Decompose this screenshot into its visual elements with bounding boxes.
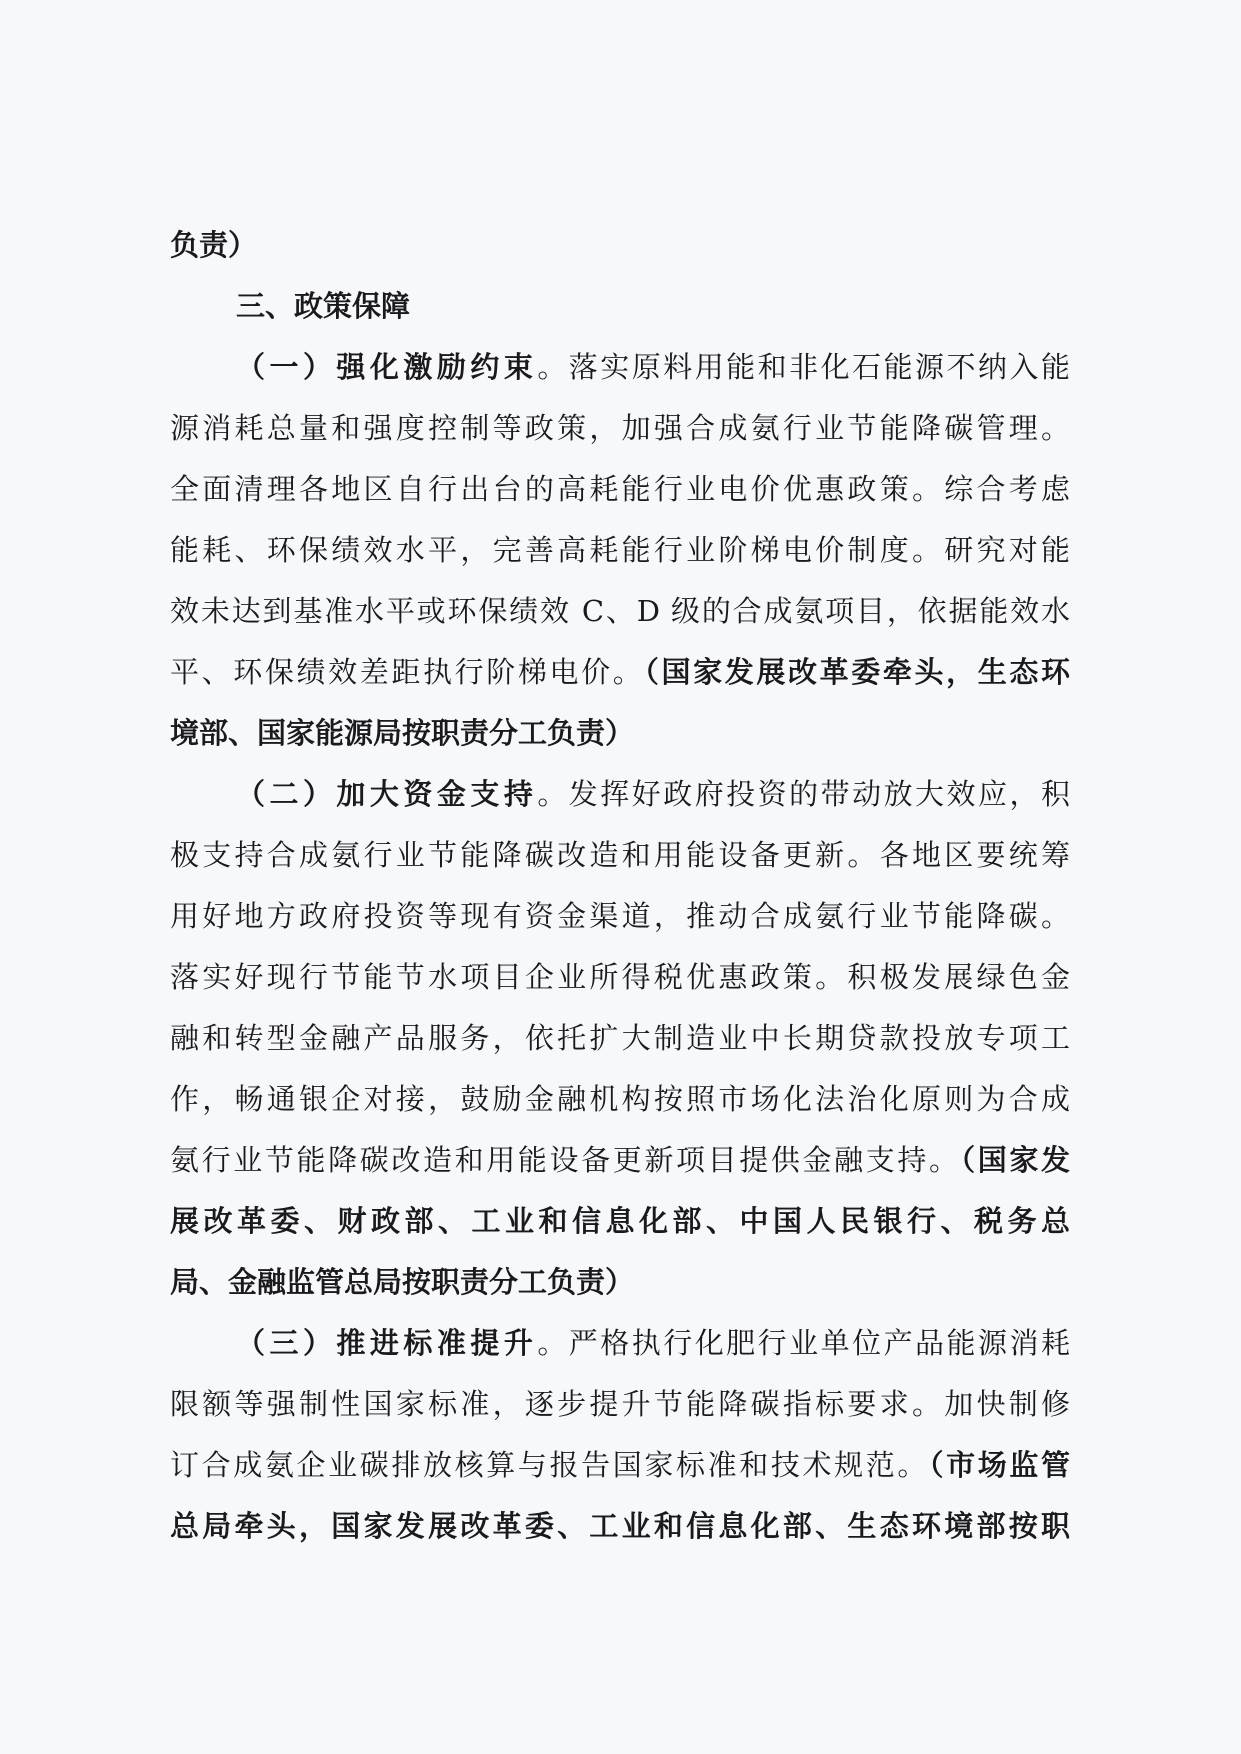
text-line bbox=[170, 825, 1070, 886]
responsibility-note: （国家发展改革委牵头，生态环 bbox=[644, 655, 1070, 689]
text-line bbox=[170, 703, 1070, 764]
responsibility-note: 境部、国家能源局按职责分工负责） bbox=[170, 716, 635, 750]
subsection-title: （三）推进标准提升 bbox=[236, 1326, 538, 1360]
text-line bbox=[170, 947, 1070, 1008]
text-line bbox=[170, 1191, 1070, 1252]
text-line bbox=[170, 1313, 1070, 1374]
body-text: 订合成氨企业碳排放核算与报告国家标准和技术规范。 bbox=[170, 1448, 929, 1482]
text-line bbox=[170, 459, 1070, 520]
responsibility-note: 总局牵头，国家发展改革委、工业和信息化部、生态环境部按职 bbox=[170, 1509, 1070, 1543]
text-line bbox=[170, 1069, 1070, 1130]
body-text: 。严格执行化肥行业单位产品能源消耗 bbox=[537, 1326, 1070, 1360]
text-line bbox=[170, 764, 1070, 825]
section-heading: 三、政策保障 bbox=[236, 289, 411, 323]
body-text: 平、环保绩效差距执行阶梯电价。 bbox=[170, 655, 645, 689]
body-text: 。落实原料用能和非化石能源不纳入能 bbox=[537, 350, 1070, 384]
body-text: 融和转型金融产品服务，依托扩大制造业中长期贷款投放专项工 bbox=[170, 1021, 1070, 1055]
subsection-title: （一）强化激励约束 bbox=[236, 350, 538, 384]
subsection-title: （二）加大资金支持 bbox=[236, 777, 538, 811]
text-line bbox=[170, 642, 1070, 703]
body-text: 用好地方政府投资等现有资金渠道，推动合成氨行业节能降碳。 bbox=[170, 899, 1070, 933]
policy-text-body bbox=[170, 215, 1070, 1557]
responsibility-note: （国家发 bbox=[960, 1143, 1070, 1177]
text-line bbox=[170, 1252, 1070, 1313]
body-text: 全面清理各地区自行出台的高耗能行业电价优惠政策。综合考虑 bbox=[170, 472, 1070, 506]
text-line bbox=[170, 398, 1070, 459]
text-line bbox=[170, 520, 1070, 581]
responsibility-note: 局、金融监管总局按职责分工负责） bbox=[170, 1265, 635, 1299]
text-line bbox=[170, 1008, 1070, 1069]
body-text: 。发挥好政府投资的带动放大效应，积 bbox=[537, 777, 1070, 811]
text-line bbox=[170, 276, 1070, 337]
responsibility-note: 负责） bbox=[170, 228, 258, 262]
body-text: 极支持合成氨行业节能降碳改造和用能设备更新。各地区要统筹 bbox=[170, 838, 1070, 872]
body-text: 落实好现行节能节水项目企业所得税优惠政策。积极发展绿色金 bbox=[170, 960, 1070, 994]
body-text: 源消耗总量和强度控制等政策，加强合成氨行业节能降碳管理。 bbox=[170, 411, 1070, 445]
text-line bbox=[170, 1130, 1070, 1191]
text-line bbox=[170, 1496, 1070, 1557]
body-text: 作，畅通银企对接，鼓励金融机构按照市场化法治化原则为合成 bbox=[170, 1082, 1070, 1116]
text-line bbox=[170, 215, 1070, 276]
text-line bbox=[170, 1374, 1070, 1435]
body-text: 能耗、环保绩效水平，完善高耗能行业阶梯电价制度。研究对能 bbox=[170, 533, 1070, 567]
body-text: 氨行业节能降碳改造和用能设备更新项目提供金融支持。 bbox=[170, 1143, 961, 1177]
body-text: 限额等强制性国家标准，逐步提升节能降碳指标要求。加快制修 bbox=[170, 1387, 1070, 1421]
text-line bbox=[170, 1435, 1070, 1496]
responsibility-note: 展改革委、财政部、工业和信息化部、中国人民银行、税务总 bbox=[170, 1204, 1070, 1238]
text-line bbox=[170, 886, 1070, 947]
text-line bbox=[170, 337, 1070, 398]
text-line bbox=[170, 581, 1070, 642]
responsibility-note: （市场监管 bbox=[928, 1448, 1070, 1482]
body-text: 效未达到基准水平或环保绩效 C、D 级的合成氨项目，依据能效水 bbox=[170, 594, 1070, 628]
